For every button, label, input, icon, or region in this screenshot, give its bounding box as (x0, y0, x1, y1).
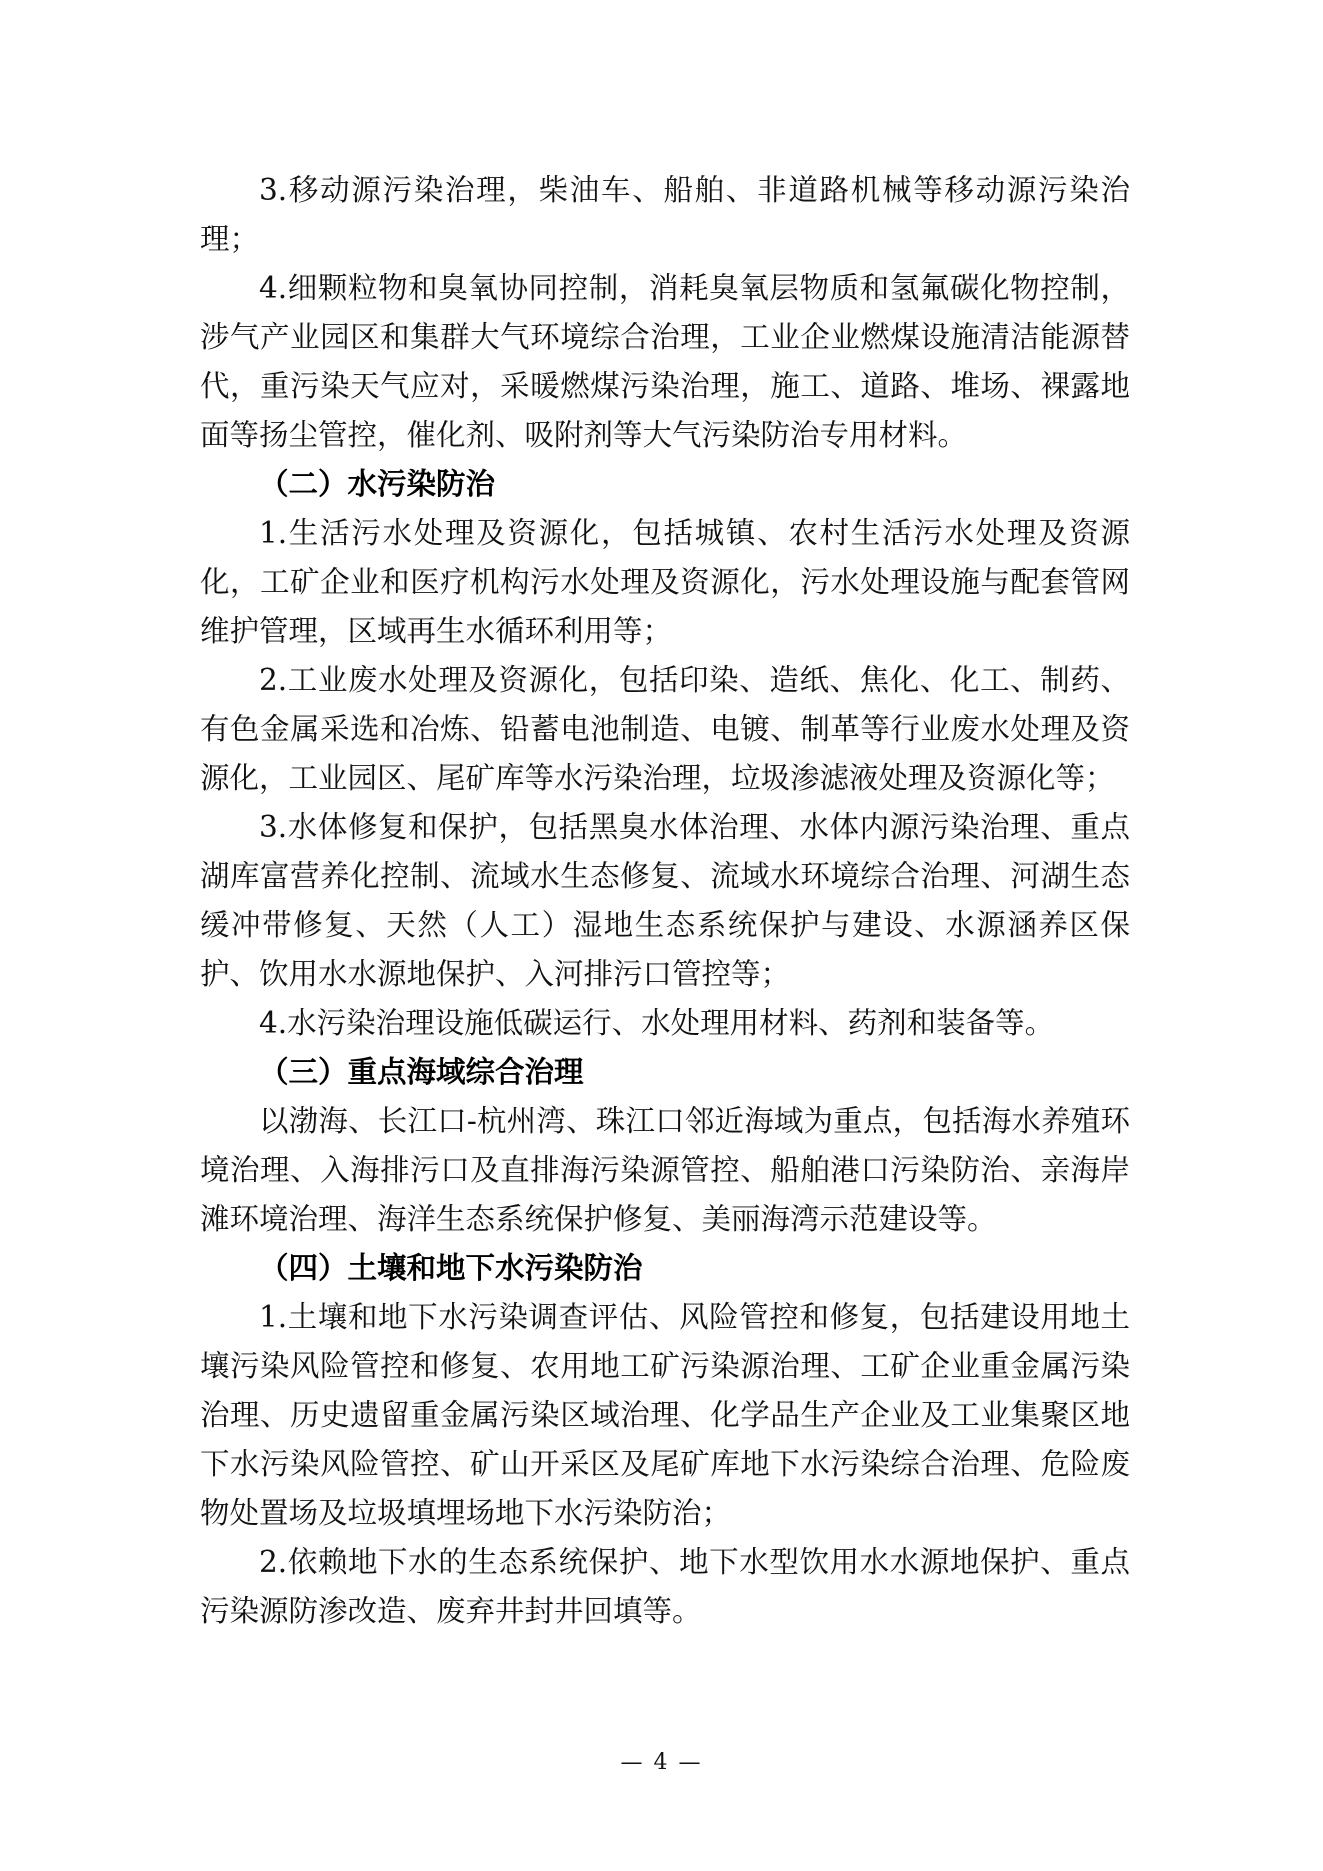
section-heading-sea-area-governance: （三）重点海域综合治理 (259, 1055, 584, 1089)
paragraph-industrial-wastewater: 2.工业废水处理及资源化，包括印染、造纸、焦化、化工、制药、有色金属采选和冶炼、铅蓄电池制造、电镀、制革等行业废水处理及资源化，工业园区、尾矿库等水污染治理，垃圾渗滤液处理及资源化等； (200, 663, 1130, 795)
paragraph-low-carbon-facilities: 4.水污染治理设施低碳运行、水处理用材料、药剂和装备等。 (259, 1006, 1055, 1040)
paragraph-soil-groundwater-survey: 1.土壤和地下水污染调查评估、风险管控和修复，包括建设用地土壤污染风险管控和修复、农用地工矿污染源治理、工矿企业重金属污染治理、历史遗留重金属污染区域治理、化学品生产企业及工业集聚区地下水污染风险管控、矿山开采区及尾矿库地下水污染综合治理、危险废物处置场及垃圾填埋场地下水污染防治； (200, 1300, 1130, 1530)
paragraph-fine-particles-ozone: 4.细颗粒物和臭氧协同控制，消耗臭氧层物质和氢氟碳化物控制，涉气产业园区和集群大气环境综合治理，工业企业燃煤设施清洁能源替代，重污染天气应对，采暖燃煤污染治理，施工、道路、堆场、裸露地面等扬尘管控，催化剂、吸附剂等大气污染防治专用材料。 (200, 271, 1130, 452)
paragraph-key-sea-areas: 以渤海、长江口-杭州湾、珠江口邻近海域为重点，包括海水养殖环境治理、入海排污口及直排海污染源管控、船舶港口污染防治、亲海岸滩环境治理、海洋生态系统保护修复、美丽海湾示范建设等。 (200, 1104, 1130, 1236)
paragraph-mobile-source-pollution: 3.移动源污染治理，柴油车、船舶、非道路机械等移动源污染治理； (200, 173, 1130, 256)
section-heading-soil-groundwater: （四）土壤和地下水污染防治 (259, 1251, 643, 1285)
paragraph-groundwater-ecosystem: 2.依赖地下水的生态系统保护、地下水型饮用水水源地保护、重点污染源防渗改造、废弃井封井回填等。 (200, 1545, 1130, 1628)
paragraph-domestic-sewage: 1.生活污水处理及资源化，包括城镇、农村生活污水处理及资源化，工矿企业和医疗机构污水处理及资源化，污水处理设施与配套管网维护管理，区域再生水循环利用等； (200, 516, 1130, 648)
paragraph-water-body-restoration: 3.水体修复和保护，包括黑臭水体治理、水体内源污染治理、重点湖库富营养化控制、流域水生态修复、流域水环境综合治理、河湖生态缓冲带修复、天然（人工）湿地生态系统保护与建设、水源涵养区保护、饮用水水源地保护、入河排污口管控等； (200, 810, 1130, 991)
page-number: — 4 — (620, 1750, 703, 1775)
section-heading-water-pollution: （二）水污染防治 (259, 467, 496, 501)
document-body (200, 166, 1130, 1636)
